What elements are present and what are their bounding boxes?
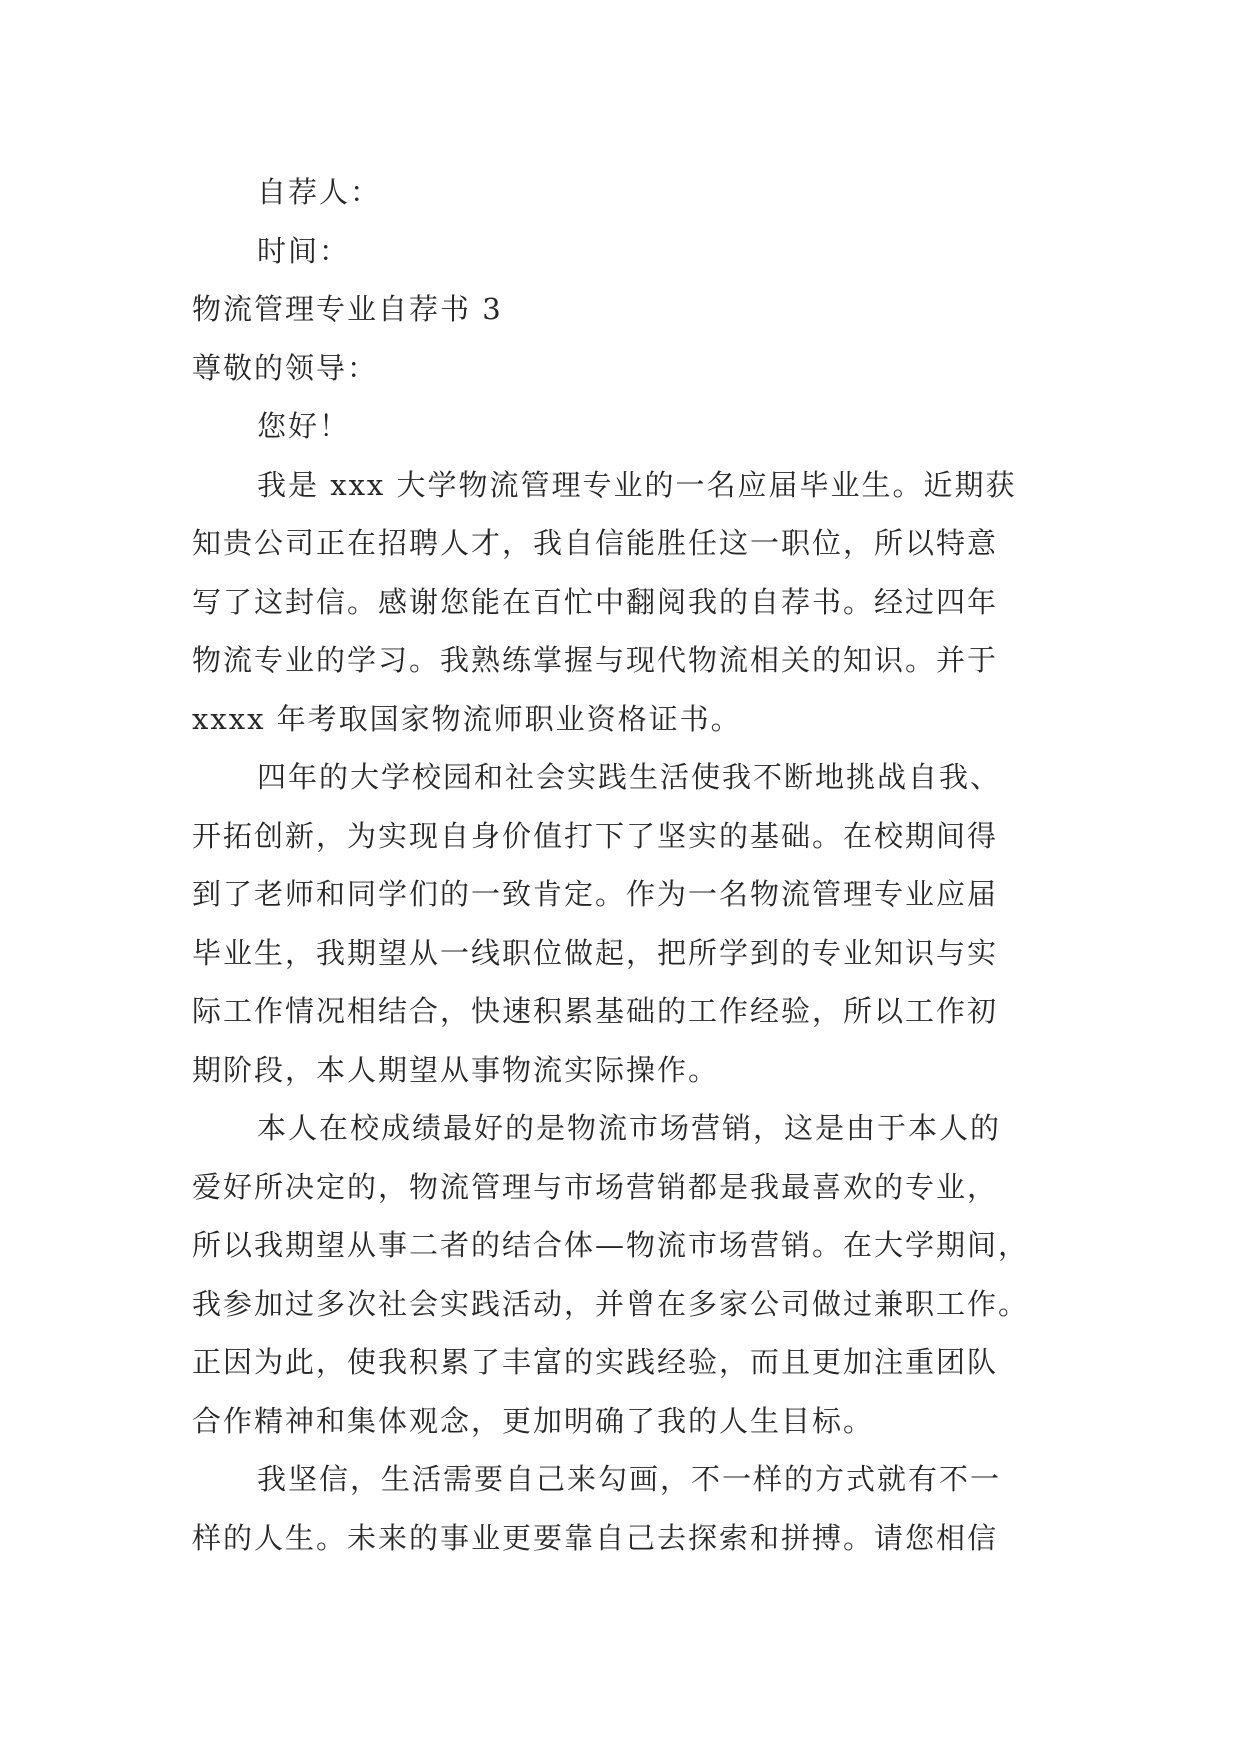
paragraph-line: 际工作情况相结合，快速积累基础的工作经验，所以工作初: [192, 994, 999, 1028]
paragraph-line: 本人在校成绩最好的是物流市场营销，这是由于本人的: [257, 1111, 1002, 1145]
section-title: 物流管理专业自荐书 3: [192, 292, 503, 326]
paragraph-line: 正因为此，使我积累了丰富的实践经验，而且更加注重团队: [192, 1345, 999, 1379]
paragraph-line: 合作精神和集体观念，更加明确了我的人生目标。: [192, 1403, 875, 1438]
recommender-label: 自荐人：: [257, 175, 382, 209]
document-body: [192, 163, 1064, 1567]
paragraph-line: 到了老师和同学们的一致肯定。作为一名物流管理专业应届: [192, 877, 999, 911]
paragraph-line: 毕业生，我期望从一线职位做起，把所学到的专业知识与实: [192, 935, 999, 970]
paragraph-line: 期阶段，本人期望从事物流实际操作。: [192, 1052, 720, 1087]
paragraph-line: 爱好所决定的，物流管理与市场营销都是我最喜欢的专业，: [192, 1169, 999, 1204]
paragraph-line: 四年的大学校园和社会实践生活使我不断地挑战自我、: [257, 760, 1002, 794]
paragraph-line: 所以我期望从事二者的结合体—物流市场营销。在大学期间，: [192, 1228, 1030, 1262]
paragraph-introduction: [192, 456, 1064, 749]
paragraph-conviction: [192, 1450, 1064, 1567]
salutation: 尊敬的领导：: [192, 350, 379, 385]
paragraph-strengths: [192, 1099, 1064, 1450]
paragraph-line: 开拓创新，为实现自身价值打下了坚实的基础。在校期间得: [192, 818, 999, 853]
paragraph-line: 我参加过多次社会实践活动，并曾在多家公司做过兼职工作。: [192, 1286, 1030, 1321]
paragraph-line: 样的人生。未来的事业更要靠自己去探索和拼搏。请您相信: [192, 1520, 999, 1555]
greeting: 您好！: [257, 409, 351, 443]
paragraph-line: 物流专业的学习。我熟练掌握与现代物流相关的知识。并于: [192, 643, 999, 677]
date-label: 时间：: [257, 233, 351, 268]
paragraph-experience: [192, 748, 1064, 1099]
paragraph-line: 我坚信，生活需要自己来勾画，不一样的方式就有不一: [257, 1462, 1002, 1496]
paragraph-line: 我是 xxx 大学物流管理专业的一名应届毕业生。近期获: [257, 467, 1017, 502]
paragraph-line: xxxx 年考取国家物流师职业资格证书。: [192, 701, 742, 736]
paragraph-line: 写了这封信。感谢您能在百忙中翻阅我的自荐书。经过四年: [192, 584, 999, 619]
paragraph-line: 知贵公司正在招聘人才，我自信能胜任这一职位，所以特意: [192, 526, 999, 560]
